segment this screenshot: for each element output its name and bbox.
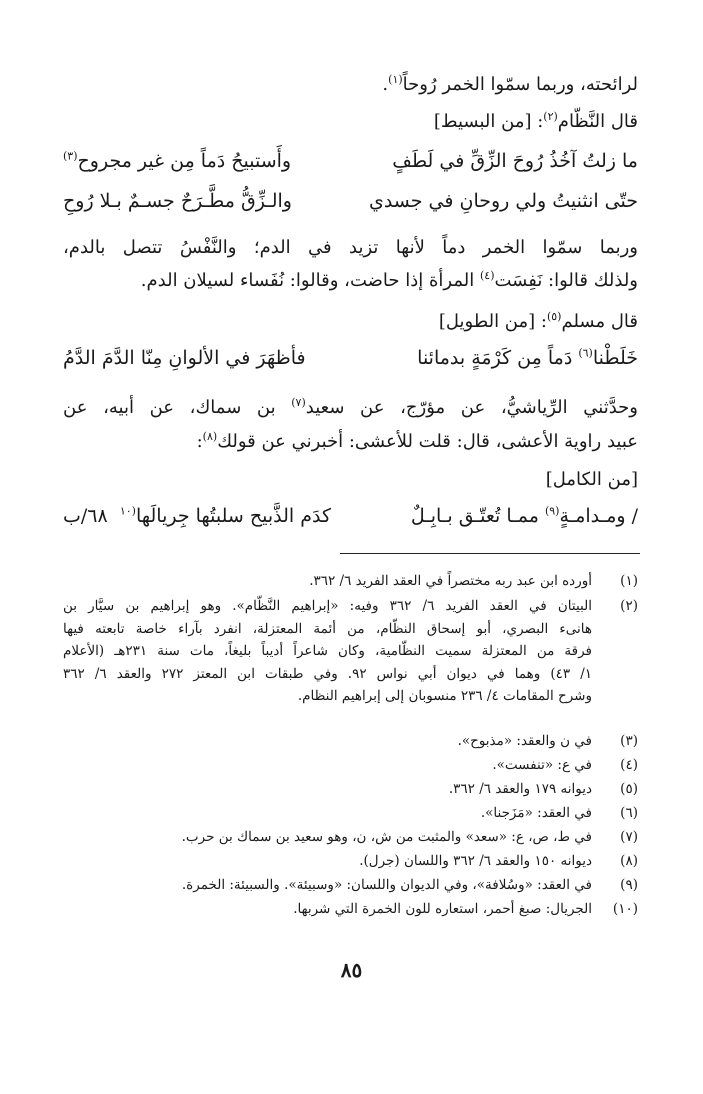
footnote-line: في ط، ص، ع: «سعد» والمثبت من ش، ن، وهو سعيد بن سماك بن حرب. xyxy=(181,829,592,845)
footnote-text xyxy=(63,826,592,849)
footnote-marker: (٦) xyxy=(578,346,593,360)
footnote-number: (٦) xyxy=(620,805,638,821)
footnote-number: (٥) xyxy=(620,781,638,797)
verse-4 xyxy=(63,500,638,532)
verse-2 xyxy=(63,185,638,217)
footnote-text xyxy=(63,898,592,921)
footnote-number: (١٠) xyxy=(612,901,638,917)
body-text: عبيد راوية الأعشى، قال: قلت للأعشى: أخبرني عن قولك xyxy=(217,431,638,452)
footnote-line: في العقد: «وسُلافة»، وفي الديوان واللسان: «وسبيئة». والسبيئة: الخمرة. xyxy=(181,877,592,893)
footnote-number: (٩) xyxy=(620,877,638,893)
hemistich-text: / ومـدامـةٍ xyxy=(559,505,638,527)
footnote-line: في ن والعقد: «مذبوح». xyxy=(457,733,592,749)
footnote-line: ديوانه ١٧٩ والعقد ٦/ ٣٦٢. xyxy=(448,781,592,797)
footnote-number: (١) xyxy=(620,573,638,589)
footnote-number: (٧) xyxy=(620,829,638,845)
footnote-number: (٤) xyxy=(620,757,638,773)
heading-text: قال مسلم xyxy=(561,311,638,332)
verse-1 xyxy=(63,145,638,177)
body-line-1 xyxy=(63,70,638,100)
footnote-number: (٨) xyxy=(620,853,638,869)
footnote-text xyxy=(63,730,592,753)
heading-text: قال النَّظَّام xyxy=(557,111,638,132)
footnote-marker: (١) xyxy=(388,73,403,86)
footnote-marker: (١٠ xyxy=(119,504,136,518)
meter-kamil: [من الكامل] xyxy=(545,469,638,490)
footnote-number: (٢) xyxy=(620,598,638,614)
footnote-text xyxy=(63,850,592,873)
verse-3 xyxy=(63,342,638,374)
footnote-line: الجريال: صبغ أحمر، استعاره للون الخمرة التي شربها. xyxy=(293,901,592,917)
footnote-text xyxy=(63,570,592,593)
punctuation: : xyxy=(196,431,203,452)
footnote-line: ديوانه ١٥٠ والعقد ٦/ ٣٦٢ واللسان (جرل). xyxy=(359,853,592,869)
hemistich-text: وأَستبيحُ دَماً مِن غير مجروح xyxy=(77,150,292,172)
hemistich-text: خَلَطْنا xyxy=(592,347,638,369)
verse-second-hemistich: فأظهَرَ في الألوانِ مِنّا الدَّمَ الدَّمُ xyxy=(63,347,306,369)
para-2-line-1 xyxy=(63,393,638,423)
para-1-line-2 xyxy=(63,266,638,296)
verse-first-hemistich: ما زلتُ آخُذُ رُوحَ الزِّقِّ في لَطَفٍ xyxy=(392,150,638,172)
footnote-number: (٣) xyxy=(620,733,638,749)
body-text: ولذلك قالوا: نَفِسَت xyxy=(494,270,638,291)
meter-label: : [من الطويل] xyxy=(438,311,547,332)
heading-nazzam xyxy=(63,107,638,137)
footnote-line: في العقد: «مَزَجنا». xyxy=(480,805,592,821)
footnote-marker: (٥) xyxy=(546,310,562,323)
verse-second-hemistich: والـزِّقُّ مطَّـرَحٌ جسـمٌ بـلا رُوحِ xyxy=(63,190,292,212)
folio-marker: ٦٨/ب xyxy=(63,505,108,527)
footnote-line: أورده ابن عبد ربه مختصراً في العقد الفريد ٦/ ٣٦٢. xyxy=(309,573,592,589)
body-text: بن سماك، عن أبيه، عن xyxy=(63,397,292,418)
punctuation: . xyxy=(382,74,389,95)
para-1-line-1: وربما سمّوا الخمر دماً لأنها تزيد في الدم؛ والنَّفْسُ تتصل بالدم، xyxy=(63,237,638,258)
footnote-marker: (٣) xyxy=(63,149,78,163)
footnote-text xyxy=(63,802,592,825)
verse-first-hemistich: حتّى انثنيتُ ولي روحانِ في جسدي xyxy=(368,190,638,212)
verse-second-hemistich xyxy=(63,145,291,177)
hemistich-text: ممـا تُعتّـق بـابِـلٌ xyxy=(410,505,545,527)
footnote-marker: (٧) xyxy=(291,396,306,409)
page-number: ٨٥ xyxy=(340,958,363,982)
body-text: المرأة إذا حاضت، وقالوا: نُفَساء لسيلان الدم. xyxy=(140,270,480,291)
footnote-line: في ع: «تنفست». xyxy=(492,757,592,773)
footnote-text xyxy=(63,874,592,897)
para-2-line-2 xyxy=(63,427,638,457)
heading-muslim xyxy=(63,307,638,337)
footnote-text xyxy=(63,754,592,777)
hemistich-text: دَماً مِن كَرْمَةٍ بدمائنا xyxy=(417,347,579,369)
footnote-marker: (٩) xyxy=(544,504,560,518)
hemistich-text: كدَم الذَّبيح سلبتُها جِريالَها xyxy=(135,505,332,527)
footnote-text xyxy=(63,595,592,708)
footnote-line: هانىء البصري، أبو إسحاق النظَّام، من أئمة المعتزلة، انفرد بآراء خاصة تابعته فيها xyxy=(63,620,592,637)
verse-first-hemistich xyxy=(417,342,638,374)
body-text: لرائحته، وربما سمّوا الخمر رُوحاً xyxy=(402,74,638,95)
footnote-marker: (٤) xyxy=(479,269,495,282)
verse-second-hemistich xyxy=(63,500,331,532)
body-text: وحدَّثني الرِّياشيُّ، عن مؤرّج، عن سعيد xyxy=(305,397,638,418)
footnote-separator xyxy=(340,553,640,554)
footnote-line: فرقة من المعتزلة سميت النظَّامية، وكان شاعراً أديباً بليغاً، مات سنة ٢٣١هـ (الأعلام xyxy=(63,643,592,659)
footnote-line: البيتان في العقد الفريد ٦/ ٣٦٢ وفيه: «إبراهيم النَّظَّام». وهو إبراهيم بن سيَّار بن xyxy=(63,598,592,614)
footnote-line: ١/ ٤٣) وهما في ديوان أبي نواس ٩٢. وفي طبقات ابن المعتز ٢٧٢ والعقد ٦/ ٣٦٢ xyxy=(63,665,592,682)
verse-first-hemistich xyxy=(411,500,638,532)
footnote-marker: (٢) xyxy=(543,110,558,123)
footnote-line: وشرح المقامات ٤/ ٢٣٦ منسوبان إلى إبراهيم النظام. xyxy=(297,688,592,704)
meter-label: : [من البسيط] xyxy=(433,111,544,132)
footnote-text xyxy=(63,778,592,801)
footnote-marker: (٨) xyxy=(202,430,218,443)
